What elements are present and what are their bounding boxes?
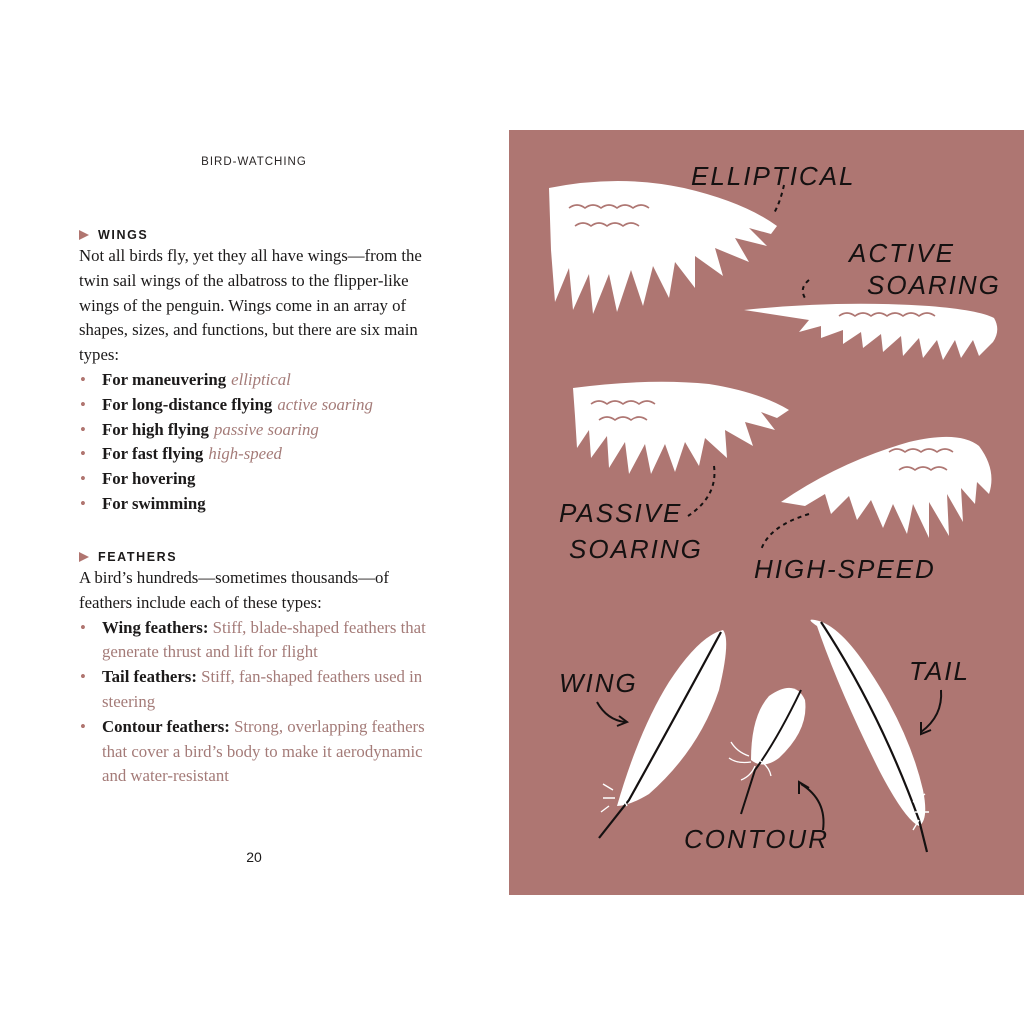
- wing-feather-illustration: [509, 130, 1024, 895]
- triangle-bullet-icon: [79, 230, 89, 240]
- bullet-icon: •: [80, 469, 86, 489]
- wing-type-label: For fast flying: [102, 444, 204, 464]
- feathers-heading: [79, 548, 439, 566]
- label-soaring-passive: SOARING: [569, 534, 703, 564]
- label-tail: TAIL: [909, 656, 970, 686]
- contour-feather-icon: [729, 688, 805, 814]
- list-item: [79, 418, 439, 443]
- wing-arrow: [597, 702, 625, 722]
- wings-heading-text: WINGS: [98, 228, 149, 242]
- active-soaring-pointer: [803, 280, 809, 298]
- tail-arrow: [921, 690, 941, 732]
- wing-type-note: high-speed: [208, 444, 282, 464]
- list-item: [79, 393, 439, 418]
- feather-type-desc: Stiff, blade-shaped feathers that generate thrust and lift for flight: [102, 617, 426, 662]
- passive-soaring-wing-icon: [573, 382, 789, 474]
- illustration-svg: [509, 130, 1024, 895]
- wing-type-label: For maneuvering: [102, 369, 227, 389]
- wing-types-list: [79, 368, 439, 517]
- label-contour: CONTOUR: [684, 824, 829, 854]
- wings-heading: [79, 226, 439, 244]
- list-item: [79, 715, 439, 789]
- wings-section: [79, 226, 439, 517]
- feathers-section: [79, 548, 439, 789]
- bullet-icon: •: [80, 493, 86, 513]
- elliptical-wing-icon: [549, 181, 777, 314]
- feather-type-label: Contour feathers:: [102, 716, 230, 736]
- wing-type-note: active soaring: [277, 394, 373, 414]
- feather-type-label: Tail feathers:: [102, 667, 197, 687]
- running-head: BIRD-WATCHING: [201, 156, 307, 168]
- triangle-bullet-icon: [79, 552, 89, 562]
- list-item: [79, 467, 439, 492]
- label-elliptical: ELLIPTICAL: [691, 161, 856, 191]
- label-soaring-active: SOARING: [867, 270, 1001, 300]
- feather-types-list: [79, 616, 439, 790]
- bullet-icon: •: [80, 617, 86, 637]
- label-wing: WING: [559, 668, 638, 698]
- page-number: 20: [246, 849, 262, 865]
- arrow-head-icon: [799, 782, 809, 794]
- label-passive: PASSIVE: [559, 498, 683, 528]
- list-item: [79, 616, 439, 666]
- wing-type-note: elliptical: [231, 369, 291, 389]
- bullet-icon: •: [80, 369, 86, 389]
- wing-type-label: For hovering: [102, 469, 196, 489]
- list-item: [79, 442, 439, 467]
- wing-type-label: For high flying: [102, 419, 209, 439]
- list-item: [79, 492, 439, 517]
- tail-feather-icon: [810, 620, 929, 852]
- high-speed-pointer: [761, 514, 809, 550]
- wings-intro: Not all birds fly, yet they all have wings—from the twin sail wings of the albatross to the flipper-like wings of the penguin. Wings come in an array of shapes, sizes, and functions, but there are six main types:: [79, 246, 422, 365]
- bullet-icon: •: [80, 394, 86, 414]
- list-item: [79, 665, 439, 715]
- feather-type-desc: Stiff, fan-shaped feathers used in steering: [102, 667, 423, 711]
- bullet-icon: •: [80, 667, 86, 687]
- high-speed-wing-icon: [781, 437, 991, 538]
- wing-type-label: For swimming: [102, 493, 206, 513]
- label-active: ACTIVE: [849, 238, 955, 268]
- feathers-heading-text: FEATHERS: [98, 550, 178, 564]
- active-soaring-wing-icon: [744, 304, 997, 360]
- wing-feather-icon: [599, 630, 726, 838]
- bullet-icon: •: [80, 444, 86, 464]
- bullet-icon: •: [80, 716, 86, 736]
- wing-type-note: passive soaring: [213, 419, 319, 439]
- label-high-speed: HIGH-SPEED: [754, 554, 936, 584]
- passive-soaring-pointer: [688, 466, 714, 516]
- bullet-icon: •: [80, 419, 86, 439]
- feather-type-desc: Strong, overlapping feathers that cover a bird’s body to make it aerodynamic and water-resistant: [102, 716, 425, 786]
- list-item: [79, 368, 439, 393]
- feather-type-label: Wing feathers:: [102, 617, 209, 637]
- feathers-intro: A bird’s hundreds—sometimes thousands—of feathers include each of these types:: [79, 568, 389, 612]
- wing-type-label: For long-distance flying: [102, 394, 273, 414]
